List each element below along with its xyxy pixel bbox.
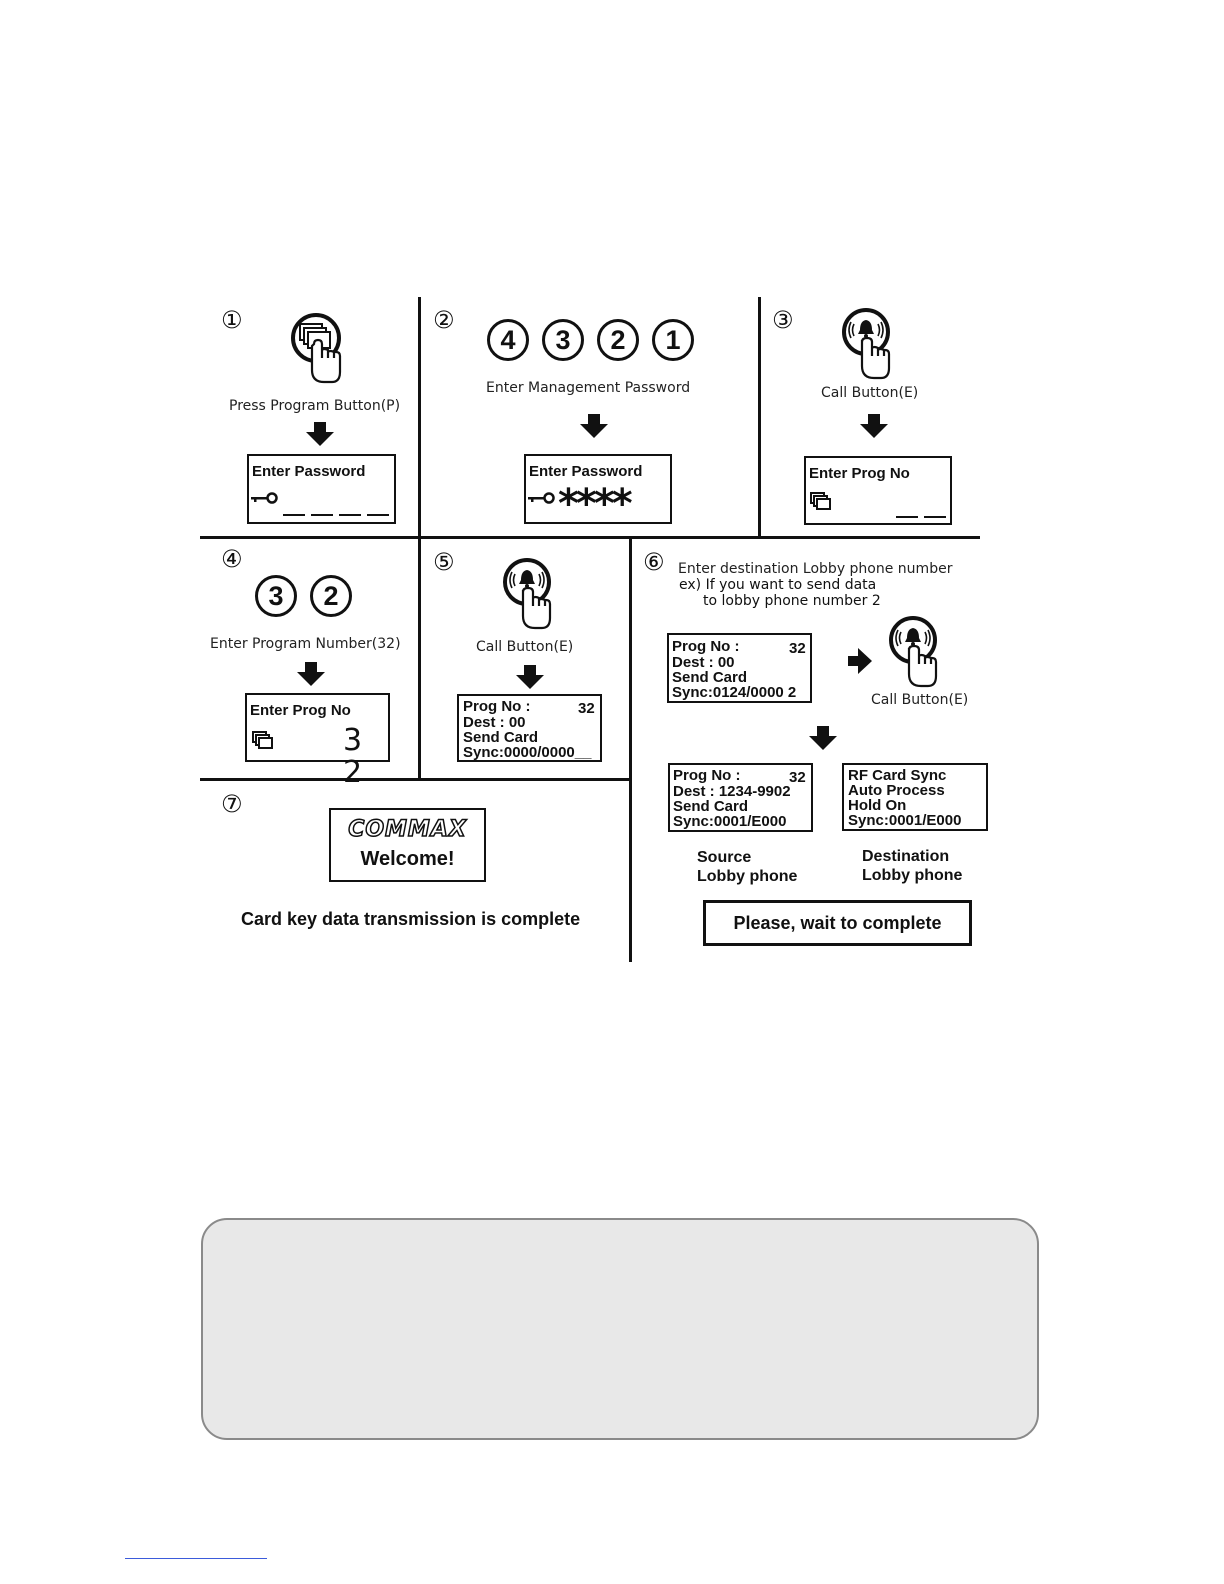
down-arrow-icon [860,414,888,438]
divider-h1 [200,536,980,539]
right-arrow-icon [848,648,872,674]
lcd-prog-value: 32 [578,700,595,717]
step1-caption: Press Program Button(P) [229,398,401,414]
lcd-dest-input [667,633,812,703]
step-number: ⑦ [221,790,243,818]
step6-title: Enter destination Lobby phone number [678,561,953,577]
digit-button: 3 [542,319,584,361]
lcd-line: Sync:0124/0000 2 [672,684,797,701]
lcd-line: Sync:0001/E000 [673,813,787,830]
source-label: Source [697,849,752,866]
step4-caption: Enter Program Number(32) [210,636,401,652]
lcd-line: Sync:0000/0000__ [463,744,592,761]
step5-caption: Call Button(E) [476,639,574,655]
lcd-prog-value: 32 [789,640,806,657]
call-button-icon [886,616,942,688]
lcd-line: Enter Password [252,463,366,480]
down-arrow-icon [297,662,325,686]
commax-logo: COMMAX [348,817,467,842]
lcd-source-lobby [668,763,813,832]
step-number: ② [433,306,455,334]
lcd-destination-lobby [842,763,988,831]
key-icon [251,492,279,504]
note-box [201,1218,1039,1440]
lcd-prog-value: 3 2 [343,723,363,790]
program-button-icon [290,312,346,384]
lcd-line: Prog No : [673,767,741,784]
down-arrow-icon [306,422,334,446]
digit-button: 1 [652,319,694,361]
lcd-enter-prog-no [804,456,952,525]
lcd-line: Dest : 00 [672,654,735,671]
lcd-line: RF Card Sync [848,767,947,784]
call-button-icon [839,308,895,380]
destination-label: Destination [862,848,950,865]
lcd-enter-password [247,454,396,524]
lcd-welcome [329,808,486,882]
digit-button: 4 [487,319,529,361]
complete-message: Card key data transmission is complete [241,909,581,929]
lcd-line: Hold On [848,797,907,814]
footer-rule [125,1558,267,1559]
lcd-enter-password-filled [524,454,672,527]
step3-caption: Call Button(E) [821,385,919,401]
lcd-line: Dest : 1234-9902 [673,783,791,800]
step6-call-caption: Call Button(E) [871,692,969,708]
lcd-enter-prog-no-32 [245,693,390,790]
divider-h2 [200,778,631,781]
key-icon [528,492,556,504]
digit-button: 2 [310,575,352,617]
step-number: ⑤ [433,548,455,576]
destination-label: Lobby phone [862,867,963,884]
wait-notice [703,900,972,946]
step-number: ⑥ [643,548,665,576]
step2-caption: Enter Management Password [486,380,691,396]
cards-icon [252,731,274,751]
down-arrow-icon [516,665,544,689]
lcd-line: Prog No : [463,698,531,715]
lcd-line: Enter Password [529,463,643,480]
digit-button: 3 [255,575,297,617]
lcd-send-card [457,694,602,762]
step-number: ① [221,306,243,334]
step-number: ④ [221,545,243,573]
down-arrow-icon [580,414,608,438]
divider-v2 [758,297,761,537]
password-stars: **** [558,481,630,527]
lcd-line: Dest : 00 [463,714,526,731]
password-blanks [281,512,393,518]
lcd-line: Enter Prog No [809,465,910,482]
divider-v3 [629,538,632,962]
cards-icon [810,492,832,512]
call-button-icon [500,558,556,630]
wait-notice-text: Please, wait to complete [733,912,942,933]
lcd-prog-value: 32 [789,769,806,786]
lcd-line: Sync:0001/E000 [848,812,962,829]
lcd-line: Auto Process [848,782,945,799]
digit-button: 2 [597,319,639,361]
prog-no-blanks [894,514,952,520]
source-label: Lobby phone [697,868,798,885]
step-number: ③ [772,306,794,334]
lcd-line: Send Card [672,669,748,686]
lcd-line: Send Card [463,729,539,746]
lcd-line: Enter Prog No [250,702,351,719]
lcd-line: Send Card [673,798,749,815]
welcome-text: Welcome! [360,848,455,870]
step6-example-line2: to lobby phone number 2 [703,593,881,609]
step6-example-line1: ex) If you want to send data [679,577,877,593]
down-arrow-icon [809,726,837,750]
lcd-line: Prog No : [672,638,740,655]
